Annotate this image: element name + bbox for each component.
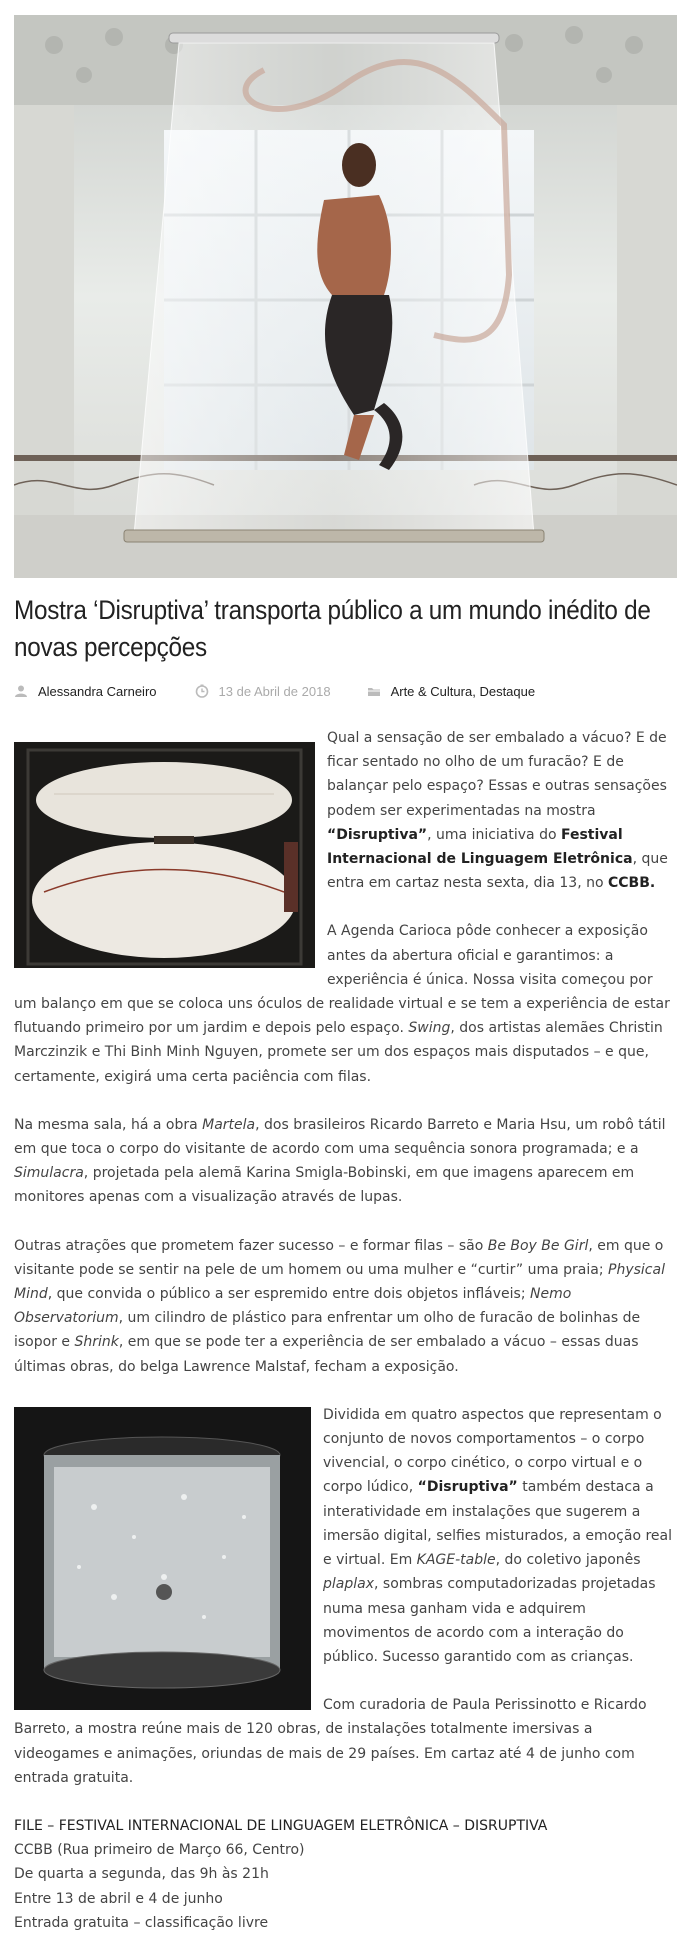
hero-image: [14, 15, 677, 578]
user-icon: [14, 684, 28, 698]
category-link-destaque[interactable]: Destaque: [479, 683, 536, 699]
category-separator: ,: [472, 683, 480, 699]
author-link[interactable]: Alessandra Carneiro: [38, 683, 157, 699]
cylinder-installation-image: [14, 1407, 311, 1710]
paragraph-3: Na mesma sala, há a obra Martela, dos brasileiros Ricardo Barreto e Maria Hsu, um robô tátil em que toca o corpo do visitante de acordo com uma sequência sonora programada; e a Simulacra, projetada pela alemã Karina Smigla-Bobinski, em que imagens aparecem em monitores apenas com a visualização através de lupas.: [14, 1116, 666, 1206]
event-admission: Entrada gratuita – classificação livre: [14, 1914, 269, 1931]
category-link-arte-cultura[interactable]: Arte & Cultura: [390, 683, 473, 699]
folder-icon: [367, 684, 381, 698]
article-title: Mostra ‘Disruptiva’ transporta público a um mundo inédito de novas percepções: [14, 595, 651, 662]
event-venue: CCBB (Rua primeiro de Março 66, Centro): [14, 1842, 305, 1859]
event-info: [14, 1814, 676, 1935]
article-meta: [14, 680, 535, 702]
paragraph-6: Com curadoria de Paula Perissinotto e Ricardo Barreto, a mostra reúne mais de 120 obras, de instalações totalmente imersivas a videogames e animações, oriundas de mais de 29 países. Em cartaz até 4 de junho com entrada gratuita.: [14, 1697, 647, 1786]
event-info-heading: FILE – FESTIVAL INTERNACIONAL DE LINGUAGEM ELETRÔNICA – DISRUPTIVA: [14, 1817, 548, 1834]
inflatable-installation-image: [14, 742, 315, 968]
clock-icon: [195, 684, 209, 698]
paragraph-5: Dividida em quatro aspectos que representam o conjunto de novos comportamentos – o corpo vivencial, o corpo cinético, o corpo virtual e o corpo lúdico, “Disruptiva” também destaca a interatividade em instalações que sugerem a imersão digital, selfies misturados, a emoção real e virtual. Em KAGE-table, do coletivo japonês plaplax, sombras computadorizadas projetadas numa mesa ganham vida e adquirem movimentos de acordo com a interação do público. Sucesso garantido com as crianças.: [323, 1406, 673, 1665]
paragraph-4: Outras atrações que prometem fazer sucesso – e formar filas – são Be Boy Be Girl, em que o visitante pode se sentir na pele de um homem ou uma mulher e “curtir” uma praia; Physical Mind, que convida o público a ser espremido entre dois objetos infláveis; Nemo Observatorium, um cilindro de plástico para enfrentar um olho de furacão de bolinhas de isopor e Shrink, em que se pode ter a experiência de ser embalado a vácuo – essas duas últimas obras, do belga Lawrence Malstaf, fecham a exposição.: [14, 1237, 665, 1375]
category-list: [391, 684, 536, 699]
paragraph-1: Qual a sensação de ser embalado a vácuo? E de ficar sentado no olho de um furacão? E de balançar pelo espaço? Essas e outras sensações podem ser experimentadas na mostra “Disruptiva”, uma iniciativa do Festival Internacional de Linguagem Eletrônica, que entra em cartaz nesta sexta, dia 13, no CCBB.: [327, 730, 668, 892]
paragraph-2: A Agenda Carioca pôde conhecer a exposição antes da abertura oficial e garantimos: a experiência é única. Nossa visita começou por um balanço em que se coloca uns óculos de realidade virtual e se tem a experiência de estar flutuando primeiro por um jardim e depois pelo espaço. Swing, dos artistas alemães Christin Marczinzik e Thi Binh Minh Nguyen, promete ser um dos espaços mais disputados – e que, certamente, exigirá uma certa paciência com filas.: [14, 923, 670, 1085]
event-dates: Entre 13 de abril e 4 de junho: [14, 1890, 223, 1907]
article-body: [14, 726, 676, 1959]
event-hours: De quarta a segunda, das 9h às 21h: [14, 1866, 269, 1883]
publish-date: 13 de Abril de 2018: [218, 683, 331, 699]
